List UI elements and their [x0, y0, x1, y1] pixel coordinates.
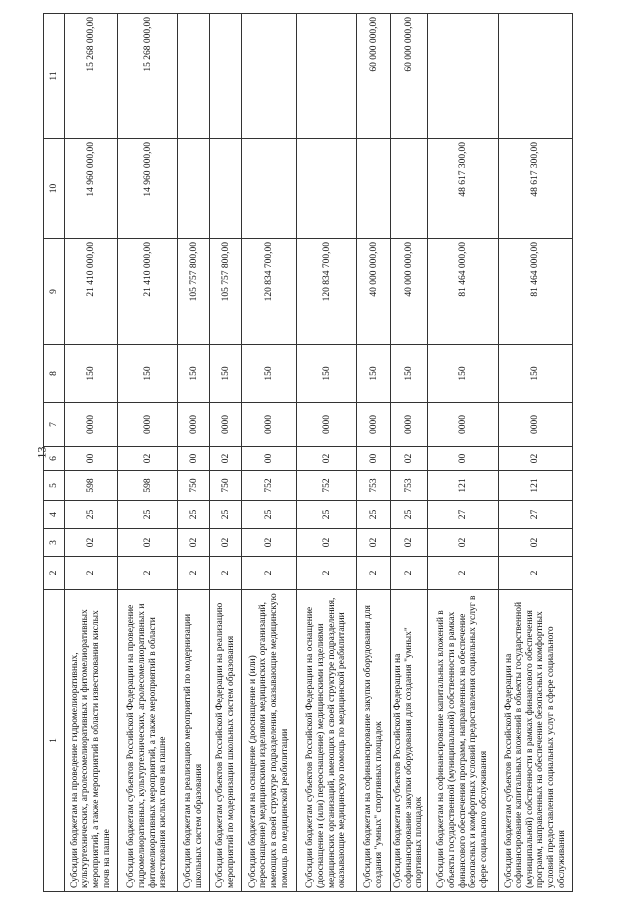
cell-col-8: 150	[210, 345, 242, 403]
cell-col-2: 2	[498, 557, 572, 590]
cell-col-6: 02	[118, 447, 178, 471]
cell-col-5: 598	[65, 471, 118, 501]
cell-col-11: 60 000 000,00	[391, 14, 428, 139]
budget-table	[43, 13, 573, 892]
cell-col-7: 0000	[118, 403, 178, 447]
col-header-7: 7	[44, 403, 65, 447]
cell-col-7: 0000	[65, 403, 118, 447]
table-row	[498, 14, 572, 892]
cell-description: Субсидии бюджетам субъектов Российской Федерации на софинансирование капитальных вложений в объекты государственной (муниципальной) собственности в рамках финансового обеспечения программ, направленных на обеспечение безопасных и комфортных условий предоставления социальных услуг в сфере социального обслуживания	[498, 590, 572, 892]
cell-col-2: 2	[242, 557, 297, 590]
col-header-4: 4	[44, 501, 65, 529]
cell-col-10	[357, 139, 391, 239]
table-row	[242, 14, 297, 892]
cell-col-8: 150	[118, 345, 178, 403]
cell-col-7: 0000	[178, 403, 210, 447]
col-header-1: 1	[44, 590, 65, 892]
cell-col-9: 81 464 000,00	[427, 239, 498, 345]
cell-col-5: 598	[118, 471, 178, 501]
cell-col-9: 105 757 800,00	[178, 239, 210, 345]
cell-col-4: 25	[118, 501, 178, 529]
col-header-5: 5	[44, 471, 65, 501]
cell-col-8: 150	[498, 345, 572, 403]
cell-col-2: 2	[427, 557, 498, 590]
col-header-2: 2	[44, 557, 65, 590]
cell-col-3: 02	[65, 529, 118, 557]
cell-col-3: 02	[242, 529, 297, 557]
cell-col-2: 2	[391, 557, 428, 590]
table-row	[210, 14, 242, 892]
cell-col-10: 48 617 300,00	[427, 139, 498, 239]
cell-col-11	[498, 14, 572, 139]
cell-col-6: 00	[427, 447, 498, 471]
cell-col-11	[297, 14, 357, 139]
cell-description: Субсидии бюджетам субъектов Российской Федерации на софинансирование закупки оборудования для создания "умных" спортивных площадок	[391, 590, 428, 892]
cell-col-6: 02	[498, 447, 572, 471]
cell-col-8: 150	[242, 345, 297, 403]
cell-col-7: 0000	[297, 403, 357, 447]
cell-col-2: 2	[178, 557, 210, 590]
cell-col-7: 0000	[210, 403, 242, 447]
cell-col-2: 2	[210, 557, 242, 590]
cell-description: Субсидии бюджетам на софинансирование закупки оборудования для создания "умных" спортивных площадок	[357, 590, 391, 892]
cell-col-4: 27	[498, 501, 572, 529]
col-header-9: 9	[44, 239, 65, 345]
cell-col-11: 60 000 000,00	[357, 14, 391, 139]
cell-col-5: 752	[297, 471, 357, 501]
cell-col-3: 02	[427, 529, 498, 557]
cell-col-10: 14 960 000,00	[65, 139, 118, 239]
cell-col-10: 48 617 300,00	[498, 139, 572, 239]
cell-col-4: 25	[178, 501, 210, 529]
cell-col-9: 40 000 000,00	[357, 239, 391, 345]
cell-col-9: 81 464 000,00	[498, 239, 572, 345]
cell-description: Субсидии бюджетам субъектов Российской Федерации на реализацию мероприятий по модернизации школьных систем образования	[210, 590, 242, 892]
cell-col-4: 25	[242, 501, 297, 529]
col-header-3: 3	[44, 529, 65, 557]
cell-col-8: 150	[65, 345, 118, 403]
cell-col-10	[178, 139, 210, 239]
cell-col-5: 750	[210, 471, 242, 501]
cell-col-5: 750	[178, 471, 210, 501]
cell-col-10	[297, 139, 357, 239]
cell-col-3: 02	[118, 529, 178, 557]
table-row	[118, 14, 178, 892]
col-header-11: 11	[44, 14, 65, 139]
cell-col-9: 21 410 000,00	[118, 239, 178, 345]
cell-col-6: 00	[178, 447, 210, 471]
cell-col-4: 25	[65, 501, 118, 529]
table-row	[65, 14, 118, 892]
cell-description: Субсидии бюджетам субъектов Российской Федерации на оснащение (дооснащение и (или) переоснащение) медицинскими изделиями медицинских организаций, имеющих в своей структуре подразделения, оказывающие медицинскую помощь по медицинской реабилитации	[297, 590, 357, 892]
cell-col-3: 02	[297, 529, 357, 557]
cell-col-9: 105 757 800,00	[210, 239, 242, 345]
header-row	[44, 14, 65, 892]
cell-col-3: 02	[178, 529, 210, 557]
cell-col-2: 2	[297, 557, 357, 590]
cell-description: Субсидии бюджетам на софинансирование капитальных вложений в объекты государственной (муниципальной) собственности в рамках финансового обеспечения программ, направленных на обеспечение безопасных и комфортных условий предоставления социальных услуг в сфере социального обслуживания	[427, 590, 498, 892]
cell-col-4: 25	[357, 501, 391, 529]
cell-col-6: 02	[391, 447, 428, 471]
cell-col-4: 25	[297, 501, 357, 529]
table-row	[357, 14, 391, 892]
cell-col-11: 15 268 000,00	[65, 14, 118, 139]
cell-col-3: 02	[210, 529, 242, 557]
table-row	[391, 14, 428, 892]
cell-col-4: 25	[210, 501, 242, 529]
page-number: 13	[34, 446, 49, 459]
cell-col-11: 15 268 000,00	[118, 14, 178, 139]
cell-col-3: 02	[357, 529, 391, 557]
cell-col-9: 120 834 700,00	[242, 239, 297, 345]
cell-col-2: 2	[65, 557, 118, 590]
cell-col-5: 121	[498, 471, 572, 501]
cell-col-11	[427, 14, 498, 139]
cell-description: Субсидии бюджетам на оснащение (дооснащение и (или) переоснащение) медицинскими изделиями медицинских организаций, имеющих в своей структуре подразделения, оказывающие медицинскую помощь по медицинской реабилитации	[242, 590, 297, 892]
cell-col-9: 120 834 700,00	[297, 239, 357, 345]
cell-col-5: 752	[242, 471, 297, 501]
cell-col-6: 02	[210, 447, 242, 471]
cell-description: Субсидии бюджетам на реализацию мероприятий по модернизации школьных систем образования	[178, 590, 210, 892]
cell-description: Субсидии бюджетам на проведение гидромелиоративных, культуртехнических, агролесомелиоративных и фитомелиоративных мероприятий, а также мероприятий в области известкования кислых почв на пашне	[65, 590, 118, 892]
cell-col-9: 21 410 000,00	[65, 239, 118, 345]
cell-col-5: 121	[427, 471, 498, 501]
cell-col-11	[210, 14, 242, 139]
cell-col-8: 150	[427, 345, 498, 403]
cell-description: Субсидии бюджетам субъектов Российской Федерации на проведение гидромелиоративных, культуртехнических, агролесомелиоративных и фитомелиоративных мероприятий, а также мероприятий в области известкования кислых почв на пашне	[118, 590, 178, 892]
col-header-10: 10	[44, 139, 65, 239]
cell-col-8: 150	[391, 345, 428, 403]
cell-col-6: 00	[357, 447, 391, 471]
col-header-6: 6	[44, 447, 65, 471]
cell-col-4: 27	[427, 501, 498, 529]
budget-table-rotated	[43, 14, 615, 892]
cell-col-5: 753	[357, 471, 391, 501]
cell-col-11	[242, 14, 297, 139]
cell-col-6: 02	[297, 447, 357, 471]
cell-col-5: 753	[391, 471, 428, 501]
cell-col-8: 150	[297, 345, 357, 403]
cell-col-7: 0000	[427, 403, 498, 447]
cell-col-6: 00	[242, 447, 297, 471]
cell-col-4: 25	[391, 501, 428, 529]
cell-col-3: 02	[498, 529, 572, 557]
cell-col-10	[391, 139, 428, 239]
table-row	[427, 14, 498, 892]
cell-col-2: 2	[118, 557, 178, 590]
cell-col-8: 150	[178, 345, 210, 403]
cell-col-6: 00	[65, 447, 118, 471]
cell-col-7: 0000	[242, 403, 297, 447]
table-body	[65, 14, 573, 892]
table-row	[178, 14, 210, 892]
cell-col-10	[210, 139, 242, 239]
cell-col-10	[242, 139, 297, 239]
cell-col-10: 14 960 000,00	[118, 139, 178, 239]
cell-col-3: 02	[391, 529, 428, 557]
cell-col-7: 0000	[391, 403, 428, 447]
table-row	[297, 14, 357, 892]
cell-col-11	[178, 14, 210, 139]
cell-col-9: 40 000 000,00	[391, 239, 428, 345]
cell-col-8: 150	[357, 345, 391, 403]
col-header-8: 8	[44, 345, 65, 403]
cell-col-2: 2	[357, 557, 391, 590]
cell-col-7: 0000	[498, 403, 572, 447]
cell-col-7: 0000	[357, 403, 391, 447]
